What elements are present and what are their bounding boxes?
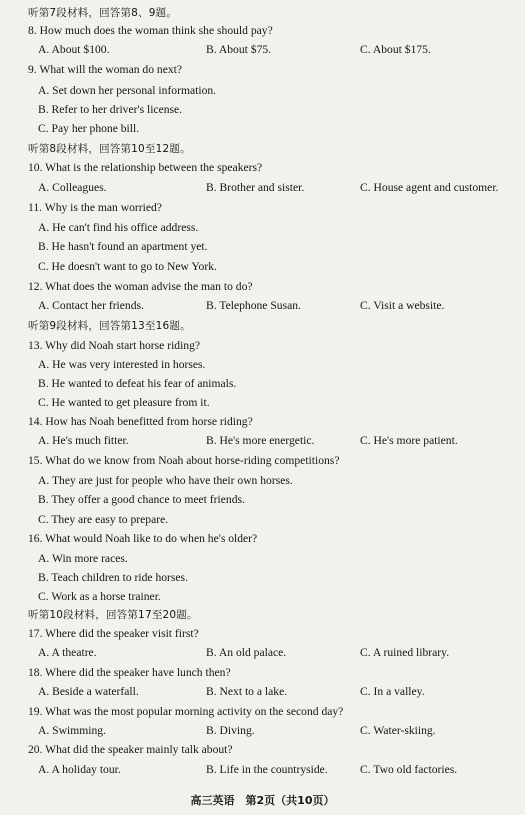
question-14 — [0, 413, 525, 431]
section-text: 听第8段材料，回答第10至12题。 — [28, 143, 191, 155]
option-row — [0, 550, 525, 568]
option-row — [0, 219, 525, 237]
question-20 — [0, 741, 525, 759]
section-text: 听第7段材料，回答第8、9题。 — [28, 7, 178, 19]
option-a: A. Win more races. — [38, 552, 128, 565]
question-17 — [0, 625, 525, 643]
option-a: A. Swimming. — [38, 724, 106, 737]
option-b: B. He hasn't found an apartment yet. — [38, 240, 208, 253]
section-heading — [0, 606, 525, 624]
option-b: B. Teach children to ride horses. — [38, 571, 188, 584]
question-stem: 9. What will the woman do next? — [28, 63, 183, 76]
option-row — [0, 258, 525, 276]
option-b: B. He wanted to defeat his fear of animals. — [38, 377, 237, 390]
option-row — [0, 375, 525, 393]
question-11 — [0, 199, 525, 217]
options-18 — [0, 683, 525, 701]
option-c: C. Visit a website. — [360, 299, 445, 312]
option-b: B. An old palace. — [206, 646, 287, 659]
option-c: C. Water-skiing. — [360, 724, 436, 737]
option-c: C. Pay her phone bill. — [38, 122, 140, 135]
question-stem: 17. Where did the speaker visit first? — [28, 627, 199, 640]
option-a: A. A theatre. — [38, 646, 97, 659]
section-heading — [0, 4, 525, 22]
section-heading — [0, 317, 525, 335]
question-12 — [0, 278, 525, 296]
option-a: A. He can't find his office address. — [38, 221, 199, 234]
question-16 — [0, 530, 525, 548]
option-c: C. Work as a horse trainer. — [38, 590, 161, 603]
question-stem: 11. Why is the man worried? — [28, 201, 162, 214]
question-15 — [0, 452, 525, 470]
page-footer: 高三英语 第2页（共10页） — [190, 794, 335, 807]
question-stem: 20. What did the speaker mainly talk about? — [28, 743, 233, 756]
option-c: C. A ruined library. — [360, 646, 450, 659]
option-row — [0, 101, 525, 119]
option-row — [0, 569, 525, 587]
option-row — [0, 511, 525, 529]
option-c: C. Two old factories. — [360, 763, 458, 776]
question-stem: 14. How has Noah benefitted from horse riding? — [28, 415, 253, 428]
option-a: A. About $100. — [38, 43, 110, 56]
option-b: B. Brother and sister. — [206, 181, 305, 194]
option-row — [0, 394, 525, 412]
section-heading — [0, 140, 525, 158]
question-19 — [0, 703, 525, 721]
question-stem: 15. What do we know from Noah about horse-riding competitions? — [28, 454, 340, 467]
question-stem: 8. How much does the woman think she should pay? — [28, 24, 273, 37]
option-c: C. He wanted to get pleasure from it. — [38, 396, 210, 409]
options-17 — [0, 644, 525, 662]
option-a: A. Set down her personal information. — [38, 84, 217, 97]
section-text: 听第10段材料，回答第17至20题。 — [28, 609, 198, 621]
option-row — [0, 588, 525, 606]
options-14 — [0, 432, 525, 450]
option-c: C. He doesn't want to go to New York. — [38, 260, 217, 273]
option-a: A. Contact her friends. — [38, 299, 144, 312]
options-19 — [0, 722, 525, 740]
option-b: B. About $75. — [206, 43, 272, 56]
option-a: A. Colleagues. — [38, 181, 107, 194]
option-c: C. He's more patient. — [360, 434, 458, 447]
option-row — [0, 491, 525, 509]
question-stem: 18. Where did the speaker have lunch then? — [28, 666, 231, 679]
option-row — [0, 82, 525, 100]
option-a: A. Beside a waterfall. — [38, 685, 139, 698]
option-a: A. He's much fitter. — [38, 434, 129, 447]
option-b: B. Diving. — [206, 724, 255, 737]
option-row — [0, 120, 525, 138]
option-a: A. They are just for people who have their own horses. — [38, 474, 293, 487]
question-stem: 12. What does the woman advise the man to do? — [28, 280, 253, 293]
options-8 — [0, 41, 525, 59]
options-10 — [0, 179, 525, 197]
option-c: C. In a valley. — [360, 685, 425, 698]
option-row — [0, 472, 525, 490]
question-10 — [0, 159, 525, 177]
option-b: B. They offer a good chance to meet friends. — [38, 493, 245, 506]
option-b: B. He's more energetic. — [206, 434, 315, 447]
options-12 — [0, 297, 525, 315]
option-row — [0, 238, 525, 256]
question-stem: 10. What is the relationship between the speakers? — [28, 161, 263, 174]
question-stem: 19. What was the most popular morning activity on the second day? — [28, 705, 344, 718]
option-a: A. He was very interested in horses. — [38, 358, 206, 371]
question-18 — [0, 664, 525, 682]
option-b: B. Life in the countryside. — [206, 763, 328, 776]
option-c: C. House agent and customer. — [360, 181, 499, 194]
option-b: B. Telephone Susan. — [206, 299, 301, 312]
question-9 — [0, 61, 525, 79]
option-c: C. About $175. — [360, 43, 431, 56]
question-13 — [0, 337, 525, 355]
option-c: C. They are easy to prepare. — [38, 513, 169, 526]
option-a: A. A holiday tour. — [38, 763, 121, 776]
option-b: B. Refer to her driver's license. — [38, 103, 183, 116]
question-8 — [0, 22, 525, 40]
question-stem: 13. Why did Noah start horse riding? — [28, 339, 201, 352]
question-stem: 16. What would Noah like to do when he's older? — [28, 532, 258, 545]
option-row — [0, 356, 525, 374]
options-20 — [0, 761, 525, 779]
section-text: 听第9段材料，回答第13至16题。 — [28, 320, 191, 332]
option-b: B. Next to a lake. — [206, 685, 288, 698]
